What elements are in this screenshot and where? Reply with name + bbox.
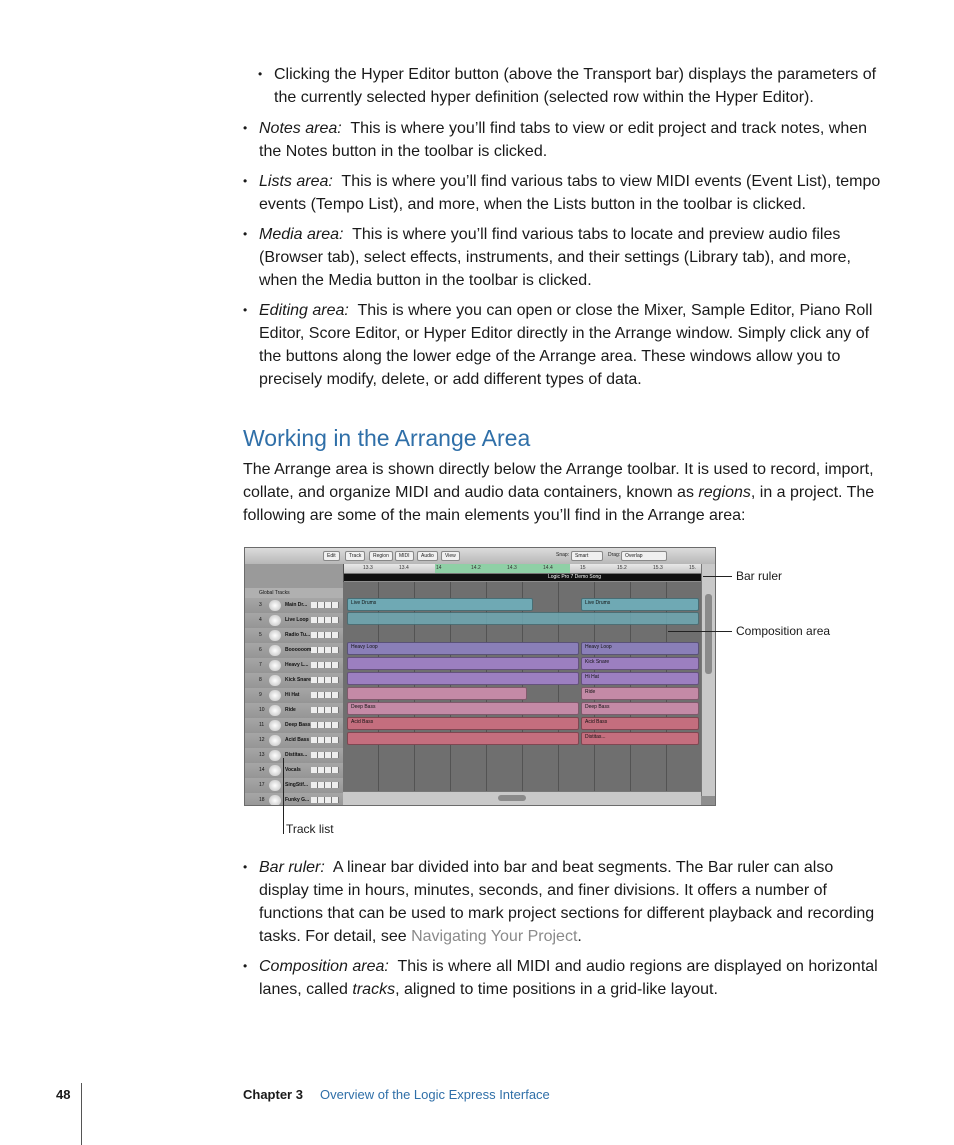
bullet-term: Bar ruler:: [259, 859, 325, 876]
midi-menu[interactable]: MIDI: [395, 551, 414, 561]
marker-track: [343, 574, 701, 581]
callout-line-track-list: [283, 758, 284, 834]
bullet-after: , aligned to time positions in a grid-like layout.: [395, 981, 718, 998]
bullet-text: This is where you’ll find tabs to view or edit project and track notes, when the Notes button in the toolbar is clicked.: [259, 120, 868, 160]
track-number: 4: [259, 617, 262, 623]
track-number: 5: [259, 632, 262, 638]
track-name: Deep Bass: [285, 722, 311, 728]
region[interactable]: Acid Bass: [581, 717, 699, 730]
track-buttons[interactable]: [311, 737, 339, 743]
track-row[interactable]: [245, 643, 343, 659]
ruler-tick: 15: [580, 565, 586, 571]
ruler-tick: 14.2: [471, 565, 481, 571]
track-row[interactable]: [245, 598, 343, 614]
track-number: 8: [259, 677, 262, 683]
region[interactable]: Kick Snare: [581, 657, 699, 670]
instrument-icon: [269, 630, 281, 641]
track-buttons[interactable]: [311, 692, 339, 698]
bullet-lists-area: [243, 170, 883, 216]
track-number: 14: [259, 767, 265, 773]
region-menu[interactable]: Region: [369, 551, 393, 561]
footer-chapter: Chapter 3: [243, 1087, 303, 1102]
region[interactable]: [347, 687, 527, 700]
track-row[interactable]: [245, 658, 343, 674]
instrument-icon: [269, 660, 281, 671]
footer-divider: [81, 1083, 82, 1145]
intro-italic: regions: [698, 484, 751, 501]
instrument-icon: [269, 615, 281, 626]
page-number: 48: [56, 1087, 71, 1102]
track-name: Funky G...: [285, 797, 310, 803]
bullet-text: This is where you’ll find various tabs to locate and preview audio files (Browser tab), select effects, instruments, and their settings (Library tab), and more, when the Media button in the toolbar is clicked.: [259, 226, 851, 289]
bullet-term: Editing area:: [259, 302, 349, 319]
instrument-icon: [269, 720, 281, 731]
view-menu[interactable]: View: [441, 551, 460, 561]
track-number: 3: [259, 602, 262, 608]
track-name: Main Dr...: [285, 602, 308, 608]
horizontal-scrollbar[interactable]: [343, 791, 701, 805]
ruler-tick: 13.3: [363, 565, 373, 571]
audio-menu[interactable]: Audio: [417, 551, 438, 561]
bullet-hyper-editor: [258, 63, 898, 109]
section-heading: Working in the Arrange Area: [243, 425, 531, 451]
track-name: Distitas...: [285, 752, 308, 758]
region[interactable]: [347, 657, 579, 670]
callout-bar-ruler: Bar ruler: [736, 569, 783, 583]
track-menu[interactable]: Track: [345, 551, 365, 561]
bullet-term: Composition area:: [259, 958, 389, 975]
instrument-icon: [269, 750, 281, 761]
scroll-thumb[interactable]: [498, 795, 526, 801]
bar-ruler[interactable]: [343, 564, 701, 574]
bullet-editing-area: [243, 299, 883, 391]
marker-label: Logic Pro 7 Demo Song: [548, 574, 602, 580]
bullet-end: .: [577, 928, 582, 945]
footer-chapter-title[interactable]: Overview of the Logic Express Interface: [320, 1087, 550, 1102]
track-name: Hi Hat: [285, 692, 300, 698]
bullet-dot: •: [243, 174, 248, 188]
intro-text-before: The Arrange area is shown directly below the Arrange toolbar. It is used to record, import, collate, and organize MIDI and audio data containers, known as: [243, 461, 874, 501]
track-row[interactable]: [245, 748, 343, 764]
ruler-tick: 15.2: [617, 565, 627, 571]
ruler-tick: 15.3: [653, 565, 663, 571]
snap-select[interactable]: Smart: [571, 551, 603, 561]
bullet-notes-area: [243, 117, 883, 163]
vertical-scrollbar[interactable]: [701, 564, 716, 796]
track-row[interactable]: [245, 763, 343, 779]
region[interactable]: Distitas...: [581, 732, 699, 745]
snap-label: Snap:: [556, 552, 570, 558]
callout-line-bar-ruler: [703, 576, 732, 577]
track-number: 9: [259, 692, 262, 698]
track-buttons[interactable]: [311, 722, 339, 728]
drag-label: Drag:: [608, 552, 621, 558]
ruler-tick: 14: [436, 565, 442, 571]
track-buttons[interactable]: [311, 662, 339, 668]
instrument-icon: [269, 795, 281, 806]
bullet-composition-area: [243, 955, 883, 1001]
edit-menu[interactable]: Edit: [323, 551, 340, 561]
scroll-thumb[interactable]: [705, 594, 712, 674]
bullet-text: This is where you’ll find various tabs to view MIDI events (Event List), tempo events (Tempo List), and more, when the Lists button in the toolbar is clicked.: [259, 173, 881, 213]
region[interactable]: Heavy Loop: [347, 642, 579, 655]
bullet-media-area: [243, 223, 883, 292]
track-number: 17: [259, 782, 265, 788]
track-number: 10: [259, 707, 265, 713]
bullet-dot: •: [243, 121, 248, 135]
intro-paragraph: [243, 458, 883, 527]
track-row[interactable]: [245, 793, 343, 806]
arrange-toolbar: [245, 548, 715, 565]
navigating-link[interactable]: Navigating Your Project: [411, 928, 578, 945]
track-buttons[interactable]: [311, 797, 339, 803]
track-row[interactable]: [245, 688, 343, 704]
track-name: Radio Tu...: [285, 632, 311, 638]
track-name: Boooooom: [285, 647, 312, 653]
bullet-italic: tracks: [352, 981, 396, 998]
instrument-icon: [269, 765, 281, 776]
ruler-tick: 13.4: [399, 565, 409, 571]
bullet-dot: •: [243, 860, 248, 874]
region[interactable]: Ride: [581, 687, 699, 700]
region[interactable]: Live Drums: [347, 598, 533, 611]
bullet-text: A linear bar divided into bar and beat segments. The Bar ruler can also display time in hours, minutes, seconds, and finer divisions. It offers a number of functions that can be used to mark project sections for different playback and recording tasks. For detail, see: [259, 859, 875, 945]
track-number: 13: [259, 752, 265, 758]
track-buttons[interactable]: [311, 752, 339, 758]
bullet-text: This is where you can open or close the Mixer, Sample Editor, Piano Roll Editor, Score Editor, or Hyper Editor directly in the Arrange window. Simply click any of the buttons along the lower edge of the Arrange area. These windows allow you to precisely modify, delete, or add different types of data.: [259, 302, 873, 388]
track-buttons[interactable]: [311, 767, 339, 773]
track-name: Vocals: [285, 767, 301, 773]
drag-select[interactable]: Overlap: [621, 551, 667, 561]
ruler-tick: 14.4: [543, 565, 553, 571]
region[interactable]: Heavy Loop: [581, 642, 699, 655]
track-buttons[interactable]: [311, 632, 339, 638]
bullet-term: Notes area:: [259, 120, 342, 137]
track-row[interactable]: [245, 778, 343, 794]
region[interactable]: [347, 612, 699, 625]
region[interactable]: Deep Bass: [347, 702, 579, 715]
track-name: Live Loop: [285, 617, 309, 623]
instrument-icon: [269, 690, 281, 701]
track-name: Acid Bass: [285, 737, 310, 743]
callout-line-composition-area: [668, 631, 732, 632]
ruler-tick: 15.: [689, 565, 696, 571]
track-name: Ride: [285, 707, 296, 713]
instrument-icon: [269, 735, 281, 746]
track-buttons[interactable]: [311, 677, 339, 683]
bullet-dot: •: [258, 67, 263, 81]
bullet-text: This is where all MIDI and audio regions are displayed on horizontal lanes, called: [259, 958, 878, 998]
track-number: 18: [259, 797, 265, 803]
global-tracks-row[interactable]: Global Tracks: [245, 588, 343, 598]
track-number: 12: [259, 737, 265, 743]
ruler-tick: 14.3: [507, 565, 517, 571]
region[interactable]: [347, 732, 579, 745]
track-buttons[interactable]: [311, 617, 339, 623]
bullet-dot: •: [243, 227, 248, 241]
bullet-dot: •: [243, 959, 248, 973]
track-number: 11: [259, 722, 265, 728]
track-name: SingStif...: [285, 782, 309, 788]
instrument-icon: [269, 705, 281, 716]
region[interactable]: Deep Bass: [581, 702, 699, 715]
track-row[interactable]: [245, 703, 343, 719]
arrange-window-screenshot: [244, 547, 716, 806]
bullet-dot: •: [243, 303, 248, 317]
bullet-term: Lists area:: [259, 173, 333, 190]
bullet-text: Clicking the Hyper Editor button (above the Transport bar) displays the parameters of the currently selected hyper definition (selected row within the Hyper Editor).: [274, 66, 877, 106]
intro-text-after: , in a project. The following are some of the main elements you’ll find in the Arrange area:: [243, 484, 875, 524]
bullet-bar-ruler: [243, 856, 883, 948]
track-row[interactable]: [245, 613, 343, 629]
track-name: Kick Snare: [285, 677, 311, 683]
track-buttons[interactable]: [311, 707, 339, 713]
bullet-term: Media area:: [259, 226, 344, 243]
track-buttons[interactable]: [311, 647, 339, 653]
instrument-icon: [269, 675, 281, 686]
track-buttons[interactable]: [311, 782, 339, 788]
instrument-icon: [269, 645, 281, 656]
callout-track-list: Track list: [286, 822, 334, 836]
instrument-icon: [269, 780, 281, 791]
region[interactable]: Live Drums: [581, 598, 699, 611]
region[interactable]: Hi Hat: [581, 672, 699, 685]
instrument-icon: [269, 600, 281, 611]
region[interactable]: Acid Bass: [347, 717, 579, 730]
track-row[interactable]: [245, 628, 343, 644]
track-row[interactable]: [245, 673, 343, 689]
track-list[interactable]: [245, 564, 344, 803]
callout-composition-area: Composition area: [736, 624, 831, 638]
track-row[interactable]: [245, 733, 343, 749]
track-buttons[interactable]: [311, 602, 339, 608]
track-row[interactable]: [245, 718, 343, 734]
track-name: Heavy L...: [285, 662, 309, 668]
track-number: 7: [259, 662, 262, 668]
region[interactable]: [347, 672, 579, 685]
composition-area[interactable]: [343, 582, 701, 796]
track-number: 6: [259, 647, 262, 653]
